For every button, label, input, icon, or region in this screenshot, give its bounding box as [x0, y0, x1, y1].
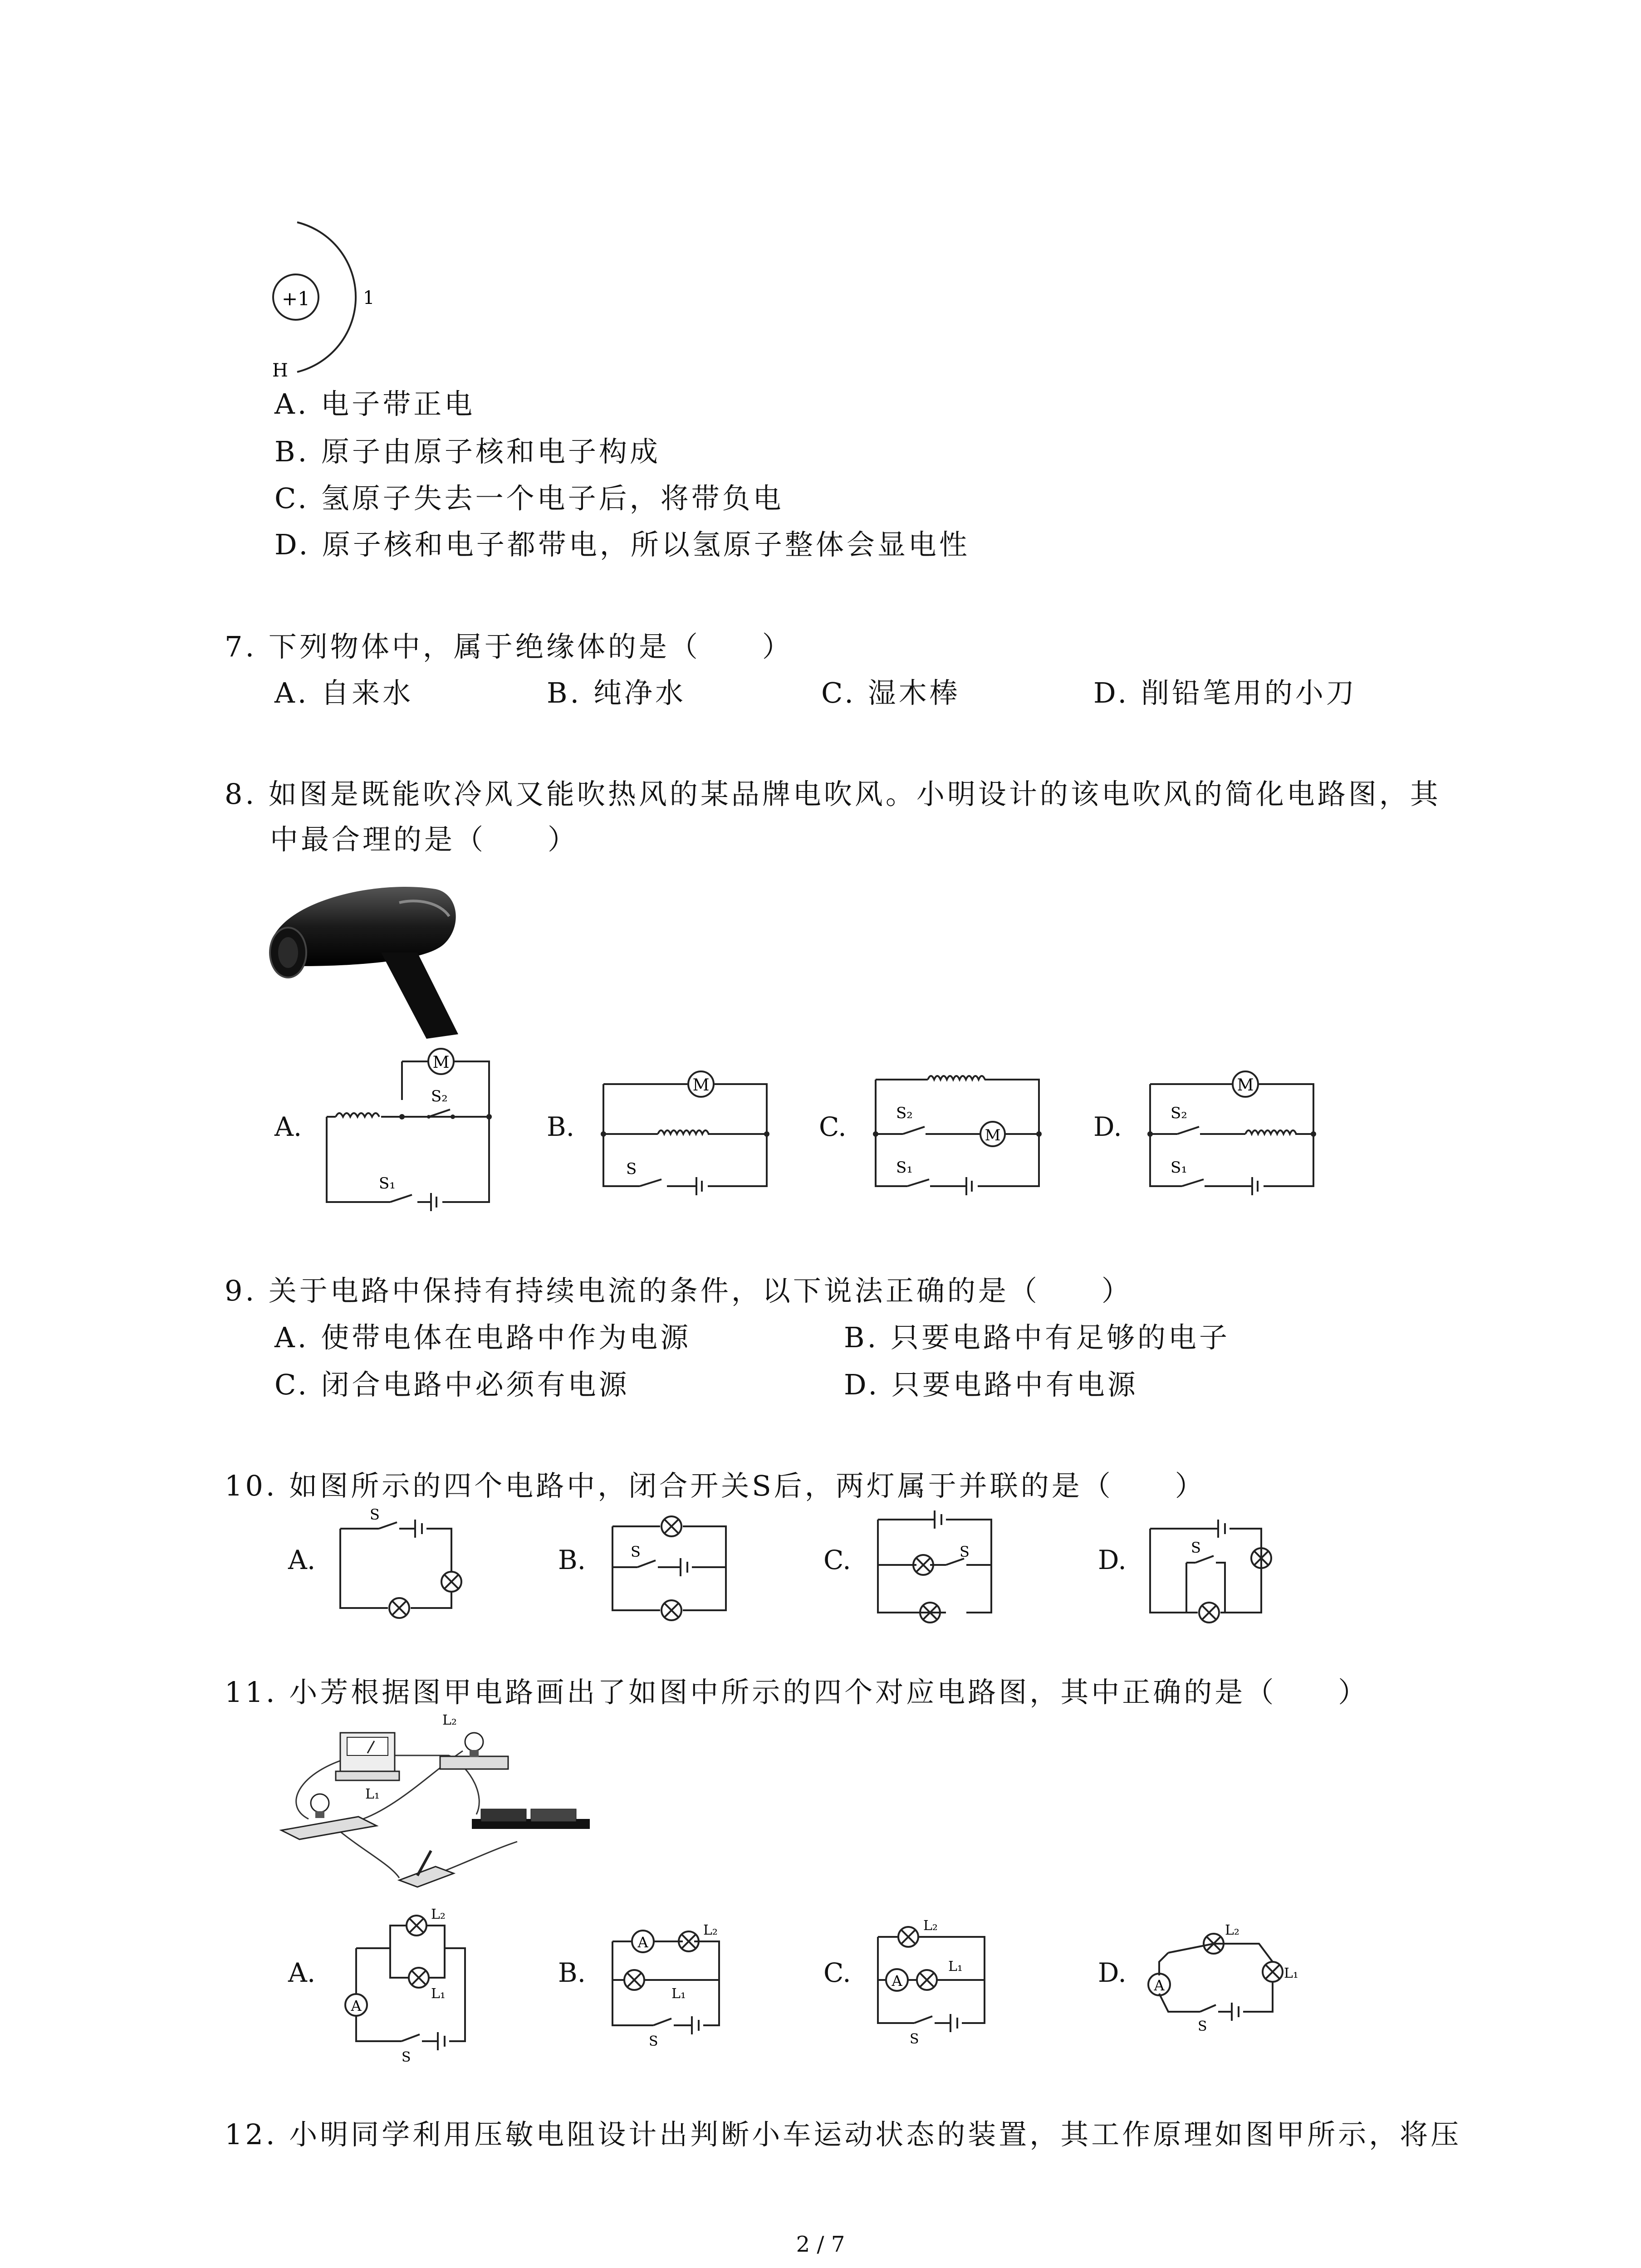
q9-option-a: A. 使带电体在电路中作为电源 — [274, 1321, 691, 1354]
q11c-l2-label: L₂ — [923, 1918, 938, 1934]
q10c-s-label: S — [960, 1543, 970, 1560]
q8b-motor-label: M — [692, 1076, 710, 1095]
q8-label-a: A. — [274, 1111, 302, 1142]
hydrogen-atom-diagram — [263, 218, 381, 381]
q10-label-d: D. — [1098, 1545, 1127, 1575]
q7-option-c: C. 湿木棒 — [821, 676, 960, 709]
q10-circuit-d — [1146, 1510, 1277, 1619]
q9-option-d: D. 只要电路中有电源 — [844, 1368, 1138, 1401]
nucleus-charge: +1 — [282, 288, 310, 310]
q11d-l2-label: L₂ — [1225, 1922, 1239, 1938]
q8-circuit-d — [1146, 1066, 1318, 1193]
q8d-s2-label: S₂ — [1171, 1104, 1187, 1122]
q10-circuit-b — [608, 1515, 735, 1619]
q8-circuit-c — [871, 1070, 1043, 1193]
q8-label-d: D. — [1093, 1111, 1122, 1142]
q8-circuit-a — [318, 1052, 508, 1207]
q9-stem: 9. 关于电路中保持有持续电流的条件，以下说法正确的是（ ） — [225, 1274, 1132, 1307]
q9-option-c: C. 闭合电路中必须有电源 — [274, 1368, 630, 1401]
q8d-motor-label: M — [1237, 1076, 1254, 1095]
q10-stem: 10. 如图所示的四个电路中，闭合开关S后，两灯属于并联的是（ ） — [225, 1469, 1206, 1502]
q11-circuit-d — [1148, 1912, 1298, 2043]
q11-stem: 11. 小芳根据图甲电路画出了如图中所示的四个对应电路图，其中正确的是（ ） — [225, 1676, 1369, 1709]
q8c-s1-label: S₁ — [896, 1158, 913, 1177]
q8a-s2-label: S₂ — [431, 1087, 448, 1105]
q11-label-c: C. — [823, 1957, 851, 1988]
q11d-ammeter-label: A — [1154, 1977, 1165, 1994]
q8-label-c: C. — [819, 1111, 847, 1142]
q11-circuit-a — [336, 1906, 472, 2065]
q8-circuit-b — [599, 1070, 771, 1193]
q11-circuit-b — [608, 1916, 744, 2053]
q7-option-a: A. 自来水 — [274, 676, 414, 709]
q8a-motor-label: M — [432, 1053, 450, 1072]
q11a-l2-label: L₂ — [431, 1906, 446, 1922]
q7-stem: 7. 下列物体中，属于绝缘体的是（ ） — [225, 630, 793, 663]
hair-dryer-image — [263, 871, 472, 1043]
q11-label-b: B. — [558, 1957, 586, 1988]
q9-option-b: B. 只要电路中有足够的电子 — [844, 1321, 1230, 1354]
q11d-s-label: S — [1198, 2019, 1207, 2034]
q11-circuit-c — [873, 1914, 1009, 2050]
shell-electron-count: 1 — [363, 288, 375, 308]
q11-label-d: D. — [1098, 1957, 1127, 1988]
q11b-ammeter-label: A — [637, 1934, 648, 1951]
q7-option-b: B. 纯净水 — [547, 676, 686, 709]
q8c-s2-label: S₂ — [896, 1104, 913, 1122]
q8-stem-line1: 8. 如图是既能吹冷风又能吹热风的某品牌电吹风。小明设计的该电吹风的简化电路图，其 — [225, 777, 1441, 811]
q10-label-a: A. — [288, 1545, 316, 1575]
q10a-s-label: S — [370, 1506, 380, 1523]
q11b-l1-label: L₁ — [671, 1986, 686, 2002]
q10-label-b: B. — [558, 1545, 586, 1575]
q8d-s1-label: S₁ — [1171, 1158, 1187, 1177]
page-number: 2 / 7 — [796, 2232, 845, 2257]
q11a-l1-label: L₁ — [431, 1986, 446, 2002]
q6-option-b: B. 原子由原子核和电子构成 — [274, 435, 661, 468]
q7-option-d: D. 削铅笔用的小刀 — [1093, 676, 1357, 709]
apparatus-photo — [281, 1712, 590, 1896]
q11c-s-label: S — [910, 2031, 919, 2047]
q6-option-d: D. 原子核和电子都带电，所以氢原子整体会显电性 — [274, 528, 970, 561]
q11c-l1-label: L₁ — [948, 1959, 963, 1975]
q8c-motor-label: M — [985, 1126, 1001, 1144]
q10-circuit-a — [336, 1506, 467, 1615]
q10-label-c: C. — [823, 1545, 851, 1575]
q8b-s-label: S — [626, 1160, 637, 1178]
q11b-s-label: S — [649, 2033, 658, 2049]
apparatus-l1-label: L₁ — [365, 1786, 380, 1802]
q8-stem-line2: 中最合理的是（ ） — [270, 823, 579, 856]
apparatus-l2-label: L₂ — [442, 1712, 457, 1728]
q12-stem: 12. 小明同学利用压敏电阻设计出判断小车运动状态的装置，其工作原理如图甲所示，将压 — [225, 2118, 1462, 2151]
q11a-ammeter-label: A — [351, 1997, 362, 2014]
q11a-s-label: S — [402, 2049, 411, 2065]
q8-label-b: B. — [547, 1111, 575, 1142]
element-symbol: H — [272, 360, 288, 381]
q11c-ammeter-label: A — [892, 1972, 902, 1989]
q10d-s-label: S — [1191, 1539, 1201, 1556]
q11-label-a: A. — [288, 1957, 316, 1988]
q6-option-a: A. 电子带正电 — [274, 387, 475, 420]
q10-circuit-c — [873, 1510, 1000, 1619]
q6-option-c: C. 氢原子失去一个电子后，将带负电 — [274, 482, 784, 515]
q8a-s1-label: S₁ — [379, 1174, 396, 1193]
q10b-s-label: S — [631, 1543, 641, 1560]
q11d-l1-label: L₁ — [1284, 1965, 1298, 1981]
q11b-l2-label: L₂ — [703, 1922, 718, 1938]
